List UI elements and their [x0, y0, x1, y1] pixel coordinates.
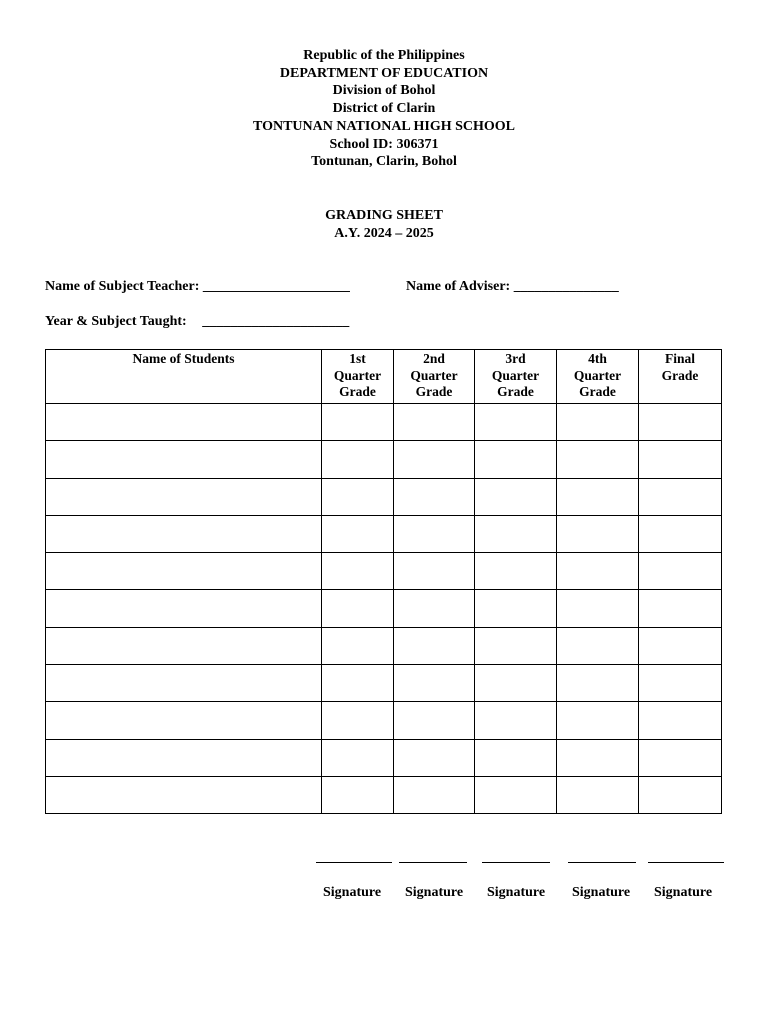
cell-student-name[interactable] — [46, 553, 322, 590]
cell-q1-grade[interactable] — [322, 739, 394, 776]
cell-q4-grade[interactable] — [557, 627, 639, 664]
year-subject-label: Year & Subject Taught: — [45, 314, 187, 329]
table-row — [46, 776, 722, 813]
signature-label-4: Signature — [572, 885, 631, 900]
cell-final-grade[interactable] — [639, 739, 722, 776]
table-row — [46, 404, 722, 441]
header-final-grade-text: Final Grade — [661, 351, 699, 383]
cell-student-name[interactable] — [46, 441, 322, 478]
cell-q1-grade[interactable] — [322, 441, 394, 478]
cell-q1-grade[interactable] — [322, 702, 394, 739]
cell-student-name[interactable] — [46, 702, 322, 739]
cell-student-name[interactable] — [46, 627, 322, 664]
header-q2-grade-text: 2nd Quarter Grade — [410, 351, 458, 399]
cell-q4-grade[interactable] — [557, 553, 639, 590]
cell-q4-grade[interactable] — [557, 776, 639, 813]
header-line-district: District of Clarin — [332, 101, 436, 117]
title-main: GRADING SHEET — [325, 208, 443, 223]
school-header — [0, 47, 768, 171]
signature-label-3: Signature — [487, 885, 546, 900]
cell-q2-grade[interactable] — [394, 515, 475, 552]
cell-q4-grade[interactable] — [557, 515, 639, 552]
cell-student-name[interactable] — [46, 404, 322, 441]
signature-label-2: Signature — [405, 885, 464, 900]
cell-q4-grade[interactable] — [557, 478, 639, 515]
cell-q4-grade[interactable] — [557, 441, 639, 478]
cell-q3-grade[interactable] — [475, 665, 557, 702]
year-subject-field — [45, 314, 349, 330]
cell-final-grade[interactable] — [639, 590, 722, 627]
cell-q1-grade[interactable] — [322, 776, 394, 813]
cell-q2-grade[interactable] — [394, 776, 475, 813]
cell-q1-grade[interactable] — [322, 553, 394, 590]
cell-student-name[interactable] — [46, 478, 322, 515]
cell-q2-grade[interactable] — [394, 702, 475, 739]
cell-final-grade[interactable] — [639, 441, 722, 478]
header-line-school-name: TONTUNAN NATIONAL HIGH SCHOOL — [252, 118, 516, 134]
header-line-department: DEPARTMENT OF EDUCATION — [279, 65, 489, 81]
cell-final-grade[interactable] — [639, 776, 722, 813]
header-q3-grade-text: 3rd Quarter Grade — [491, 351, 540, 399]
cell-q3-grade[interactable] — [475, 627, 557, 664]
cell-q2-grade[interactable] — [394, 665, 475, 702]
teacher-label: Name of Subject Teacher: — [45, 279, 200, 294]
cell-q4-grade[interactable] — [557, 739, 639, 776]
cell-q4-grade[interactable] — [557, 665, 639, 702]
cell-student-name[interactable] — [46, 776, 322, 813]
year-subject-blank[interactable]: _____________________ — [202, 314, 350, 329]
cell-q1-grade[interactable] — [322, 515, 394, 552]
cell-q2-grade[interactable] — [394, 404, 475, 441]
grading-table — [45, 349, 722, 814]
cell-q3-grade[interactable] — [475, 590, 557, 627]
cell-q3-grade[interactable] — [475, 702, 557, 739]
document-title — [0, 207, 768, 243]
header-q4-grade — [557, 350, 639, 404]
cell-q1-grade[interactable] — [322, 404, 394, 441]
header-q1-grade — [322, 350, 394, 404]
cell-final-grade[interactable] — [639, 665, 722, 702]
signature-label-1: Signature — [323, 885, 382, 900]
signature-line-3 — [482, 862, 550, 863]
table-header-row — [46, 350, 722, 404]
cell-q2-grade[interactable] — [394, 441, 475, 478]
cell-q3-grade[interactable] — [475, 404, 557, 441]
cell-student-name[interactable] — [46, 590, 322, 627]
cell-q1-grade[interactable] — [322, 590, 394, 627]
header-student-name-text: Name of Students — [132, 351, 235, 366]
header-final-grade — [639, 350, 722, 404]
cell-q1-grade[interactable] — [322, 478, 394, 515]
cell-q3-grade[interactable] — [475, 441, 557, 478]
adviser-label: Name of Adviser: — [406, 279, 511, 294]
cell-q1-grade[interactable] — [322, 627, 394, 664]
adviser-field — [406, 279, 619, 295]
title-academic-year: A.Y. 2024 – 2025 — [334, 226, 434, 241]
cell-q3-grade[interactable] — [475, 739, 557, 776]
cell-final-grade[interactable] — [639, 404, 722, 441]
table-row — [46, 627, 722, 664]
cell-q2-grade[interactable] — [394, 478, 475, 515]
table-row — [46, 515, 722, 552]
header-line-address: Tontunan, Clarin, Bohol — [311, 154, 457, 170]
header-line-republic: Republic of the Philippines — [303, 48, 465, 63]
cell-q2-grade[interactable] — [394, 739, 475, 776]
table-row — [46, 702, 722, 739]
cell-q2-grade[interactable] — [394, 627, 475, 664]
cell-q3-grade[interactable] — [475, 553, 557, 590]
header-q4-grade-text: 4th Quarter Grade — [573, 351, 622, 399]
teacher-field — [45, 279, 350, 295]
cell-student-name[interactable] — [46, 665, 322, 702]
cell-q3-grade[interactable] — [475, 515, 557, 552]
table-row — [46, 553, 722, 590]
cell-q1-grade[interactable] — [322, 665, 394, 702]
header-q2-grade — [394, 350, 475, 404]
cell-q2-grade[interactable] — [394, 553, 475, 590]
cell-final-grade[interactable] — [639, 478, 722, 515]
signature-line-2 — [399, 862, 467, 863]
header-line-school-id: School ID: 306371 — [329, 136, 439, 152]
cell-student-name[interactable] — [46, 739, 322, 776]
cell-final-grade[interactable] — [639, 627, 722, 664]
signature-line-5 — [648, 862, 724, 863]
header-q1-grade-text: 1st Quarter Grade — [333, 351, 382, 399]
header-student-name — [46, 350, 322, 404]
table-row — [46, 665, 722, 702]
header-q3-grade — [475, 350, 557, 404]
cell-q3-grade[interactable] — [475, 776, 557, 813]
cell-final-grade[interactable] — [639, 702, 722, 739]
grade-rows — [46, 404, 722, 814]
cell-q4-grade[interactable] — [557, 404, 639, 441]
cell-final-grade[interactable] — [639, 553, 722, 590]
cell-q2-grade[interactable] — [394, 590, 475, 627]
signature-line-4 — [568, 862, 636, 863]
teacher-blank[interactable]: _____________________ — [202, 279, 350, 294]
cell-q4-grade[interactable] — [557, 702, 639, 739]
header-line-division: Division of Bohol — [332, 83, 436, 99]
cell-q3-grade[interactable] — [475, 478, 557, 515]
table-row — [46, 478, 722, 515]
signature-line-1 — [316, 862, 392, 863]
cell-final-grade[interactable] — [639, 515, 722, 552]
adviser-blank[interactable]: _______________ — [513, 279, 619, 294]
signature-label-5: Signature — [654, 885, 713, 900]
cell-q4-grade[interactable] — [557, 590, 639, 627]
table-row — [46, 739, 722, 776]
cell-student-name[interactable] — [46, 515, 322, 552]
table-row — [46, 441, 722, 478]
table-row — [46, 590, 722, 627]
